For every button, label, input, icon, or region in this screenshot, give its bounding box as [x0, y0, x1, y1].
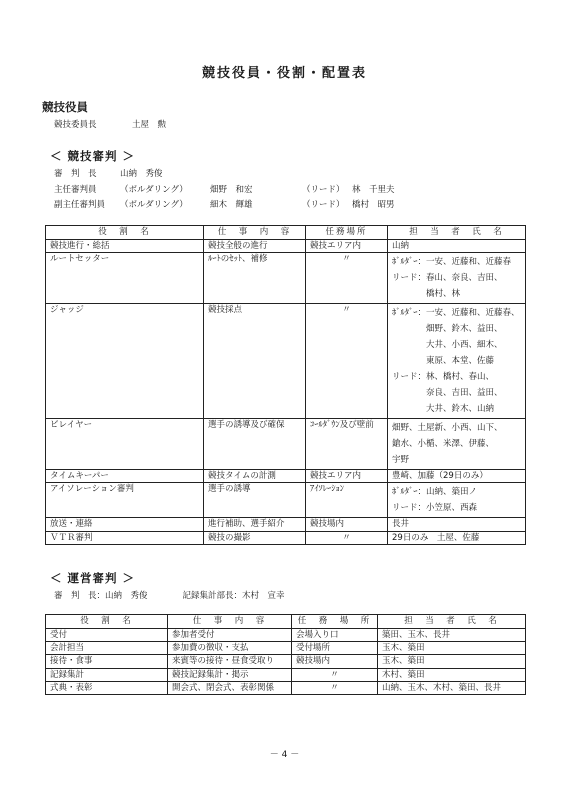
cell-place: ｺｰﾙﾀﾞｳﾝ及び壁前 — [306, 419, 388, 470]
officials-chair-line — [54, 120, 166, 130]
cell-place: 競技エリア内 — [306, 470, 388, 483]
cell-staff: 29日のみ 土屋、佐藤 — [388, 531, 526, 544]
cell-staff: ﾎﾞﾙﾀﾞｰ：一安、近藤和、近藤春、 畑野、鈴木、益田、 大井、小西、細木、 東原、本堂、佐藤 リード：林、橋村、春山、 奈良、吉田、益田、 大井、鈴木、山納 — [388, 304, 526, 419]
judging-name: 畑野 和宏 — [210, 185, 253, 195]
cell-place: 〃 — [292, 681, 378, 694]
cell-task: 競技記録集計・掲示 — [168, 668, 292, 681]
judging-name: 山納 秀俊 — [120, 169, 163, 179]
cell-place: 〃 — [292, 668, 378, 681]
table-row — [46, 531, 526, 544]
table-header-row — [46, 226, 526, 240]
cell-place: 競技場内 — [306, 518, 388, 531]
cell-role: タイムキーパー — [46, 470, 204, 483]
judging-name: 細木 輝雄 — [210, 200, 253, 210]
cell-staff: 築田、玉木、長井 — [378, 629, 526, 642]
page-title: 競技役員・役割・配置表 — [201, 66, 367, 81]
cell-task: 参加費の徴収・支払 — [168, 642, 292, 655]
judging-name2: 橋村 昭男 — [352, 200, 395, 210]
table-row — [46, 483, 526, 518]
judging-role: 副主任審判員 — [54, 200, 106, 210]
cell-role: 接待・食事 — [46, 655, 168, 668]
cell-role: 会計担当 — [46, 642, 168, 655]
cell-task: 競技タイムの計測 — [204, 470, 306, 483]
cell-role: 放送・連絡 — [46, 518, 204, 531]
header-staff: 担 当 者 氏 名 — [378, 615, 526, 629]
cell-staff: ﾎﾞﾙﾀﾞｰ：一安、近藤和、近藤春 リード：春山、奈良、吉田、 橋村、林 — [388, 253, 526, 304]
cell-staff: 玉木、築田 — [378, 642, 526, 655]
cell-place: 競技場内 — [292, 655, 378, 668]
table-row — [46, 681, 526, 694]
cell-role: ビレイヤー — [46, 419, 204, 470]
table-row — [46, 629, 526, 642]
judging-role: 審 判 長 — [54, 169, 97, 179]
header-role: 役 割 名 — [46, 226, 204, 240]
cell-staff: 玉木、築田 — [378, 655, 526, 668]
header-task: 仕 事 内 容 — [168, 615, 292, 629]
header-task: 仕 事 内 容 — [204, 226, 306, 240]
cell-task: 進行補助、選手紹介 — [204, 518, 306, 531]
cell-staff: 畑野、土屋新、小西、山下、 鎗水、小楯、米澤、伊藤、 宇野 — [388, 419, 526, 470]
cell-place: 〃 — [306, 304, 388, 419]
cell-place: 〃 — [306, 253, 388, 304]
cell-task: 来賓等の接待・昼食受取り — [168, 655, 292, 668]
table-row — [46, 240, 526, 253]
cell-role: 式典・表彰 — [46, 681, 168, 694]
judging-heading: ＜ 競技審判 ＞ — [50, 149, 136, 163]
table-row — [46, 642, 526, 655]
management-record-role: 記録集計部長 — [182, 591, 234, 601]
management-record-name: ：木村 宣幸 — [233, 591, 285, 601]
cell-task: 競技全般の進行 — [204, 240, 306, 253]
cell-role: ＶＴＲ審判 — [46, 531, 204, 544]
cell-role: 競技進行・総括 — [46, 240, 204, 253]
cell-role: ジャッジ — [46, 304, 204, 419]
table-header-row — [46, 615, 526, 629]
judging-assignment-table — [45, 225, 526, 545]
cell-staff: ﾎﾞﾙﾀﾞｰ：山納、築田ノ リード：小笠原、西森 — [388, 483, 526, 518]
table-row — [46, 518, 526, 531]
management-chief-role: 審 判 長 — [54, 591, 97, 601]
cell-task: 選手の誘導 — [204, 483, 306, 518]
cell-role: 記録集計 — [46, 668, 168, 681]
cell-place: 受付場所 — [292, 642, 378, 655]
cell-place: ｱｲｿﾚｰｼｮﾝ — [306, 483, 388, 518]
cell-place: 会場入り口 — [292, 629, 378, 642]
judging-discipline: （ボルダリング） — [120, 200, 188, 210]
judging-discipline2: （リード） — [302, 200, 345, 210]
cell-staff: 長井 — [388, 518, 526, 531]
management-line — [54, 591, 285, 601]
table-row — [46, 655, 526, 668]
table-row — [46, 668, 526, 681]
judging-row — [54, 200, 395, 210]
cell-staff: 木村、築田 — [378, 668, 526, 681]
cell-role: ルートセッター — [46, 253, 204, 304]
management-assignment-table — [45, 614, 526, 695]
page-number: － 4 － — [269, 750, 300, 760]
table-row — [46, 304, 526, 419]
cell-task: 開会式、閉会式、表彰関係 — [168, 681, 292, 694]
header-staff: 担 当 者 氏 名 — [388, 226, 526, 240]
chair-name: 土屋 勲 — [132, 120, 167, 130]
cell-role: アイソレーション審判 — [46, 483, 204, 518]
table-row — [46, 470, 526, 483]
judging-name2: 林 千里夫 — [352, 185, 395, 195]
judging-role: 主任審判員 — [54, 185, 97, 195]
cell-place: 競技エリア内 — [306, 240, 388, 253]
table-row — [46, 253, 526, 304]
cell-staff: 山納、玉木、木村、築田、長井 — [378, 681, 526, 694]
cell-staff: 豊崎、加藤（29日のみ） — [388, 470, 526, 483]
cell-task: 競技の撮影 — [204, 531, 306, 544]
cell-task: 参加者受付 — [168, 629, 292, 642]
officials-heading: 競技役員 — [42, 100, 88, 114]
judging-discipline2: （リード） — [302, 185, 345, 195]
judging-row — [54, 185, 395, 195]
cell-staff: 山納 — [388, 240, 526, 253]
cell-place: 〃 — [306, 531, 388, 544]
judging-discipline: （ボルダリング） — [120, 185, 188, 195]
header-place: 任務場所 — [306, 226, 388, 240]
header-role: 役 割 名 — [46, 615, 168, 629]
cell-task: 選手の誘導及び確保 — [204, 419, 306, 470]
chair-role: 競技委員長 — [54, 120, 97, 130]
header-place: 任 務 場 所 — [292, 615, 378, 629]
table-row — [46, 419, 526, 470]
cell-role: 受付 — [46, 629, 168, 642]
cell-task: ﾙｰﾄのｾｯﾄ、補修 — [204, 253, 306, 304]
management-heading: ＜ 運営審判 ＞ — [50, 571, 136, 585]
cell-task: 競技採点 — [204, 304, 306, 419]
judging-row — [54, 169, 163, 179]
management-chief-name: ：山納 秀俊 — [96, 591, 148, 601]
